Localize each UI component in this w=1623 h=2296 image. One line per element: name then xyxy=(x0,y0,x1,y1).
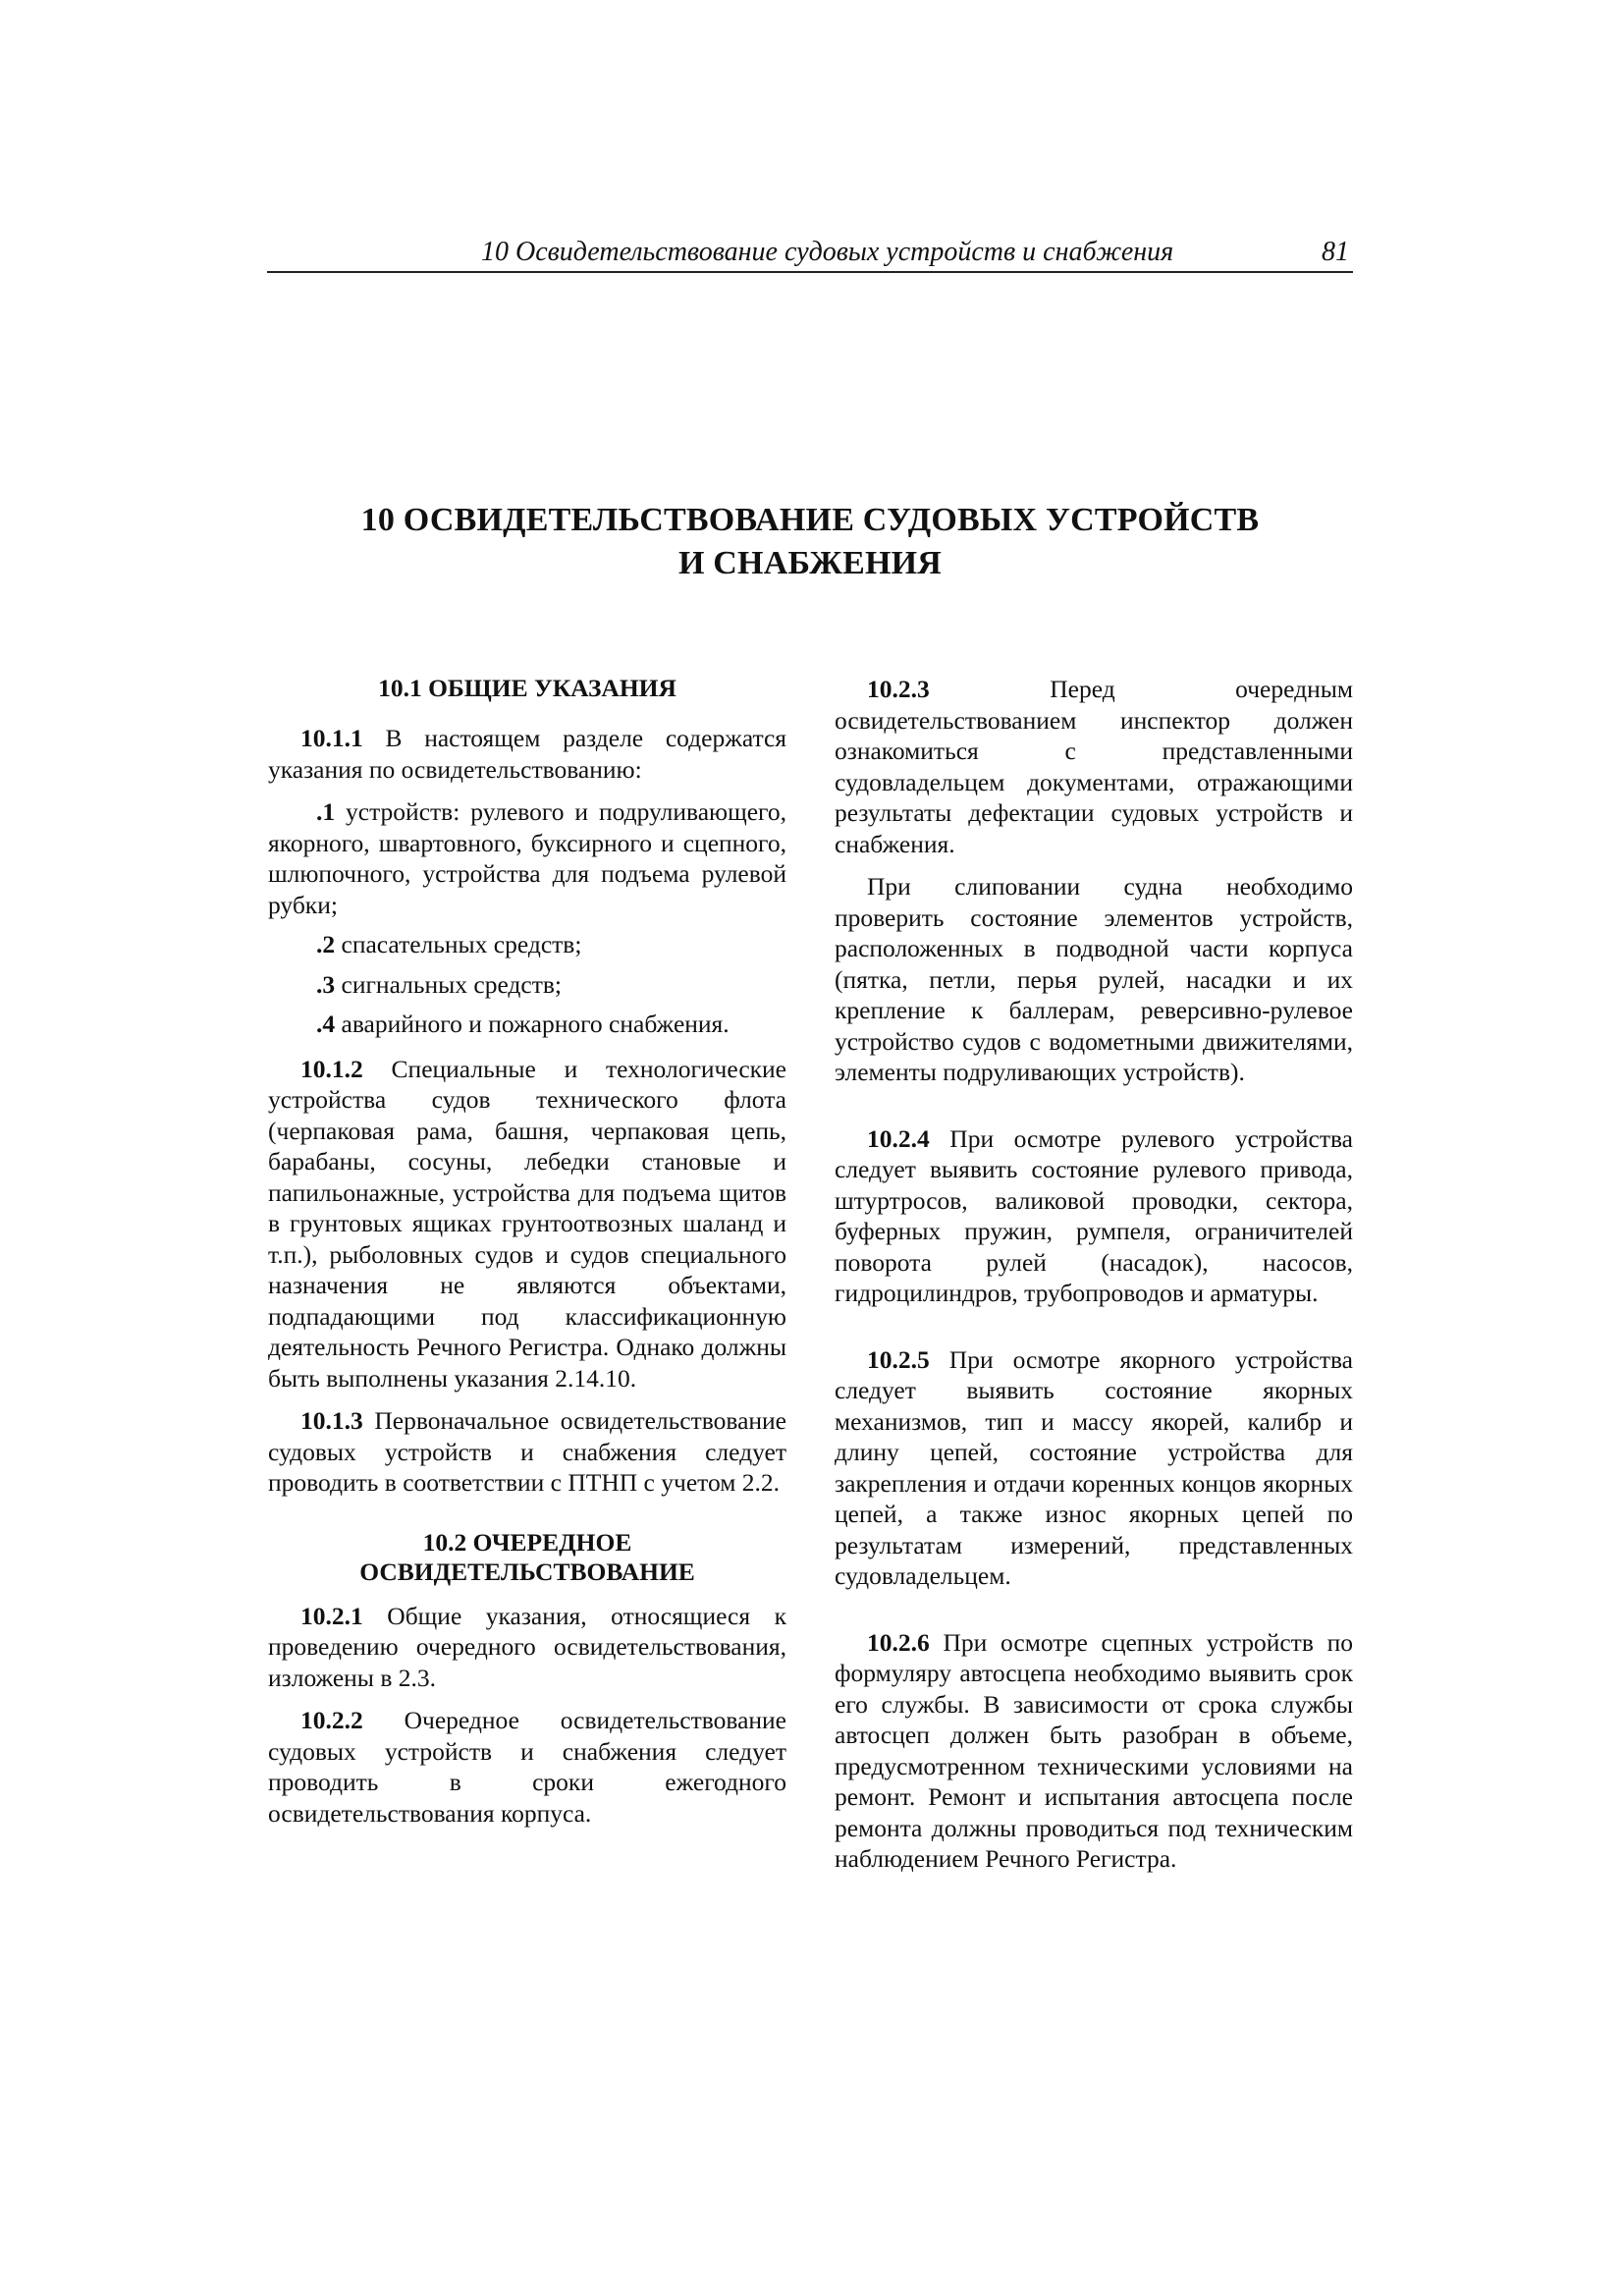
paragraph-10-1-2 xyxy=(268,1054,786,1394)
list-item-4 xyxy=(268,1009,786,1040)
list-item-text: спасательных средств; xyxy=(335,930,582,958)
section-heading-line-1: 10.2 ОЧЕРЕДНОЕ xyxy=(422,1527,632,1557)
paragraph-number: 10.2.4 xyxy=(867,1123,930,1153)
paragraph-number: 10.2.3 xyxy=(867,675,930,703)
paragraph-10-1-3 xyxy=(268,1405,786,1499)
paragraph-10-2-4 xyxy=(835,1123,1353,1309)
paragraph-text: Перед очередным освидетельствованием инспектор должен ознакомиться с представленными судовладельцем документами, отражающими результаты дефектации судовых устройств и снабжения. xyxy=(835,675,1353,858)
paragraph-number: 10.1.1 xyxy=(300,724,363,752)
paragraph-text: Первоначальное освидетельствование судовых устройств и снабжения следует проводить в соответствии с ПТНП с учетом 2.2. xyxy=(268,1406,786,1497)
list-item-text: сигнальных средств; xyxy=(335,969,562,999)
paragraph-10-2-3-continued: При слиповании судна необходимо проверить состояние элементов устройств, расположенных в подводной части корпуса (пятка, петли, перья рулей, насадки и их крепление к баллерам, реверсивно-рулевое устройство судов с водометными движителями, элементы подруливающих устройств). xyxy=(835,872,1353,1086)
paragraph-text: Очередное освидетельствование судовых устройств и снабжения следует проводить в сроки ежегодного освидетельствования корпуса. xyxy=(268,1706,786,1828)
list-item-2 xyxy=(268,929,786,960)
chapter-title-line-1: 10 ОСВИДЕТЕЛЬСТВОВАНИЕ СУДОВЫХ УСТРОЙСТВ xyxy=(360,502,1260,538)
paragraph-text: Общие указания, относящиеся к проведению очередного освидетельствования, изложены в 2.3. xyxy=(268,1601,786,1692)
list-item-number: .2 xyxy=(316,930,336,958)
chapter-title xyxy=(267,499,1353,585)
paragraph-text: При осмотре якорного устройства следует выявить состояние якорных механизмов, тип и массу якорей, калибр и длину цепей, состояние устройства для закрепления и отдачи коренных концов якорных цепей, а также износ якорных цепей по результатам измерений, представленных судовладельцем. xyxy=(835,1344,1353,1590)
paragraph-10-2-2 xyxy=(268,1705,786,1829)
left-column xyxy=(268,674,786,1840)
section-heading-line-2: ОСВИДЕТЕЛЬСТВОВАНИЕ xyxy=(359,1557,695,1586)
section-heading-10-1: 10.1 ОБЩИЕ УКАЗАНИЯ xyxy=(378,674,676,702)
paragraph-10-1-1 xyxy=(268,723,786,785)
running-header-title: 10 Освидетельствование судовых устройств и снабжения xyxy=(481,237,1174,267)
paragraph-number: 10.2.5 xyxy=(867,1344,930,1374)
list-item-1 xyxy=(268,796,786,920)
list-item-number: .3 xyxy=(316,969,336,999)
paragraph-number: 10.2.6 xyxy=(867,1627,930,1657)
list-item-text: аварийного и пожарного снабжения. xyxy=(335,1010,730,1038)
paragraph-10-2-6 xyxy=(835,1627,1353,1875)
list-item-text: устройств: рулевого и подруливающего, якорного, швартовного, буксирного и сцепного, шлюпочного, устройства для подъема рулевой рубки; xyxy=(268,797,786,919)
page-number: 81 xyxy=(1322,237,1349,267)
paragraph-10-2-1 xyxy=(268,1601,786,1694)
paragraph-number: 10.2.2 xyxy=(300,1706,363,1734)
paragraph-number: 10.1.3 xyxy=(300,1406,363,1435)
paragraph-text: В настоящем разделе содержатся указания по освидетельствованию: xyxy=(268,724,786,784)
list-item-3 xyxy=(268,969,786,1001)
right-column xyxy=(835,674,1353,1886)
paragraph-text: Специальные и технологические устройства судов технического флота (черпаковая рама, башня, черпаковая цепь, барабаны, сосуны, лебедки становые и папильонажные, устройства для подъема щитов в грунтовых ящиках грунтоотвозных шаланд и т.п.), рыболовных судов и судов специального назначения не являются объектами, подпадающими под классификационную деятельность Речного Регистра. Однако должны быть выполнены указания 2.14.10. xyxy=(268,1054,786,1393)
paragraph-number: 10.1.2 xyxy=(300,1054,363,1083)
list-item-number: .4 xyxy=(316,1010,336,1038)
paragraph-10-2-5 xyxy=(835,1344,1353,1592)
list-item-number: .1 xyxy=(316,797,336,826)
chapter-title-line-2: И СНАБЖЕНИЯ xyxy=(677,545,943,581)
paragraph-text: При осмотре сцепных устройств по формуляру автосцепа необходимо выявить срок его службы. В зависимости от срока службы автосцеп должен быть разобран в объеме, предусмотренном техническими условиями на ремонт. Ремонт и испытания автосцепа после ремонта должны проводиться под техническим наблюдением Речного Регистра. xyxy=(835,1627,1353,1873)
running-header xyxy=(267,234,1353,273)
paragraph-number: 10.2.1 xyxy=(300,1601,363,1630)
section-heading-10-2 xyxy=(268,1528,786,1587)
paragraph-10-2-3 xyxy=(835,674,1353,859)
paragraph-text: При осмотре рулевого устройства следует выявить состояние рулевого привода, штуртросов, валиковой проводки, сектора, буферных пружин, румпеля, ограничителей поворота рулей (насадок), насосов, гидроцилиндров, трубопроводов и арматуры. xyxy=(835,1123,1353,1307)
